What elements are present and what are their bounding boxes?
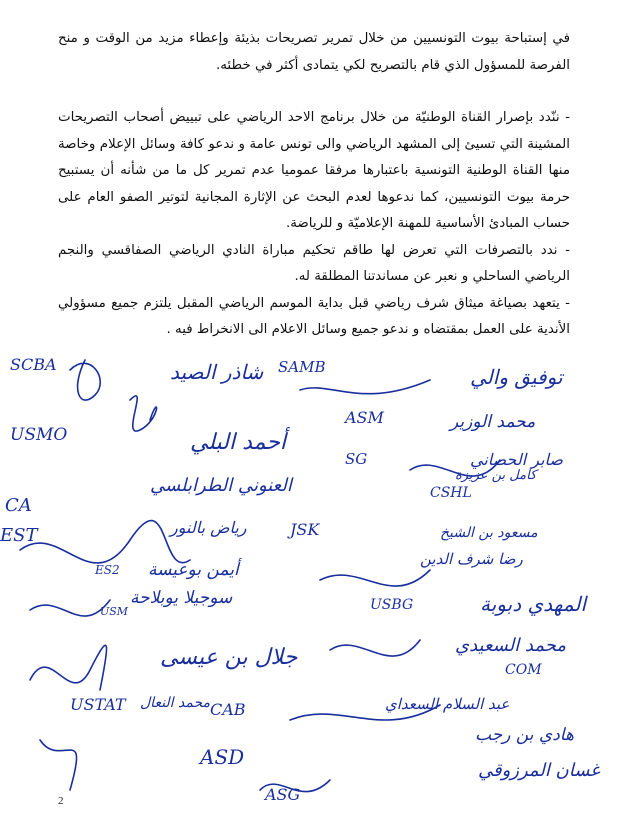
signature-club-president: محمد الوزير [450,412,536,432]
signature-club-president: المهدي دبوبة [480,592,587,616]
paragraph-gap [58,79,570,105]
signature-es2: ES2 [95,563,120,577]
signature-club-president: شاذر الصيد [170,360,264,384]
signature-club-president: محمد النعال [140,695,210,711]
signature-club-president: توفيق والي [470,365,563,389]
signature-club-president: رياض بالنور [170,518,247,537]
signature-club-president: محمد السعيدي [455,635,567,656]
signature-club-president: العنوني الطرابلسي [150,475,292,496]
signature-asg: ASG [265,785,301,804]
signature-club-president: مسعود بن الشيخ [440,525,538,541]
signature-scbа: SCBA [10,355,57,374]
paragraph-intro: في إستباحة بيوت التونسيين من خلال تمرير تصريحات بذيئة وإعطاء مزيد من الوقت و منح الفرصة للمسؤول الذي قام بالتصريح لكي يتمادى أكثر في خطئه. [58,31,570,73]
signature-club-president: جلال بن عيسى [160,645,298,670]
signature-club-president: كامل بن عزيزة [455,468,537,483]
paragraph-referees: - ندد بالتصرفات التي تعرض لها طاقم تحكيم مباراة النادي الرياضي الصفاقسي والنجم الرياضي الساحلي و نعبر عن مساندتنا المطلقة له. [58,242,570,284]
signature-club-president: صابر الحصاني [470,450,564,469]
signature-club-president: أحمد البلي [190,430,287,455]
signature-sg: SG [345,450,368,468]
signature-usm: USM [100,605,129,618]
signature-est: EST [0,525,38,546]
signature-club-president: عبد السلام السعداي [385,695,510,713]
signature-club-president: سوجيلا يوبلاحة [130,588,233,608]
page-number: 2 [58,795,64,807]
signature-ustat: USTAT [70,695,126,714]
signature-cab: CAB [210,700,246,719]
signature-club-president: رضا شرف الدين [420,550,523,568]
signature-samb: SAMB [278,358,326,376]
signature-usmo: USMO [10,425,68,445]
signature-ca: CA [5,495,32,516]
signature-club-president: أيمن بوعيسة [148,560,239,580]
document-body [58,26,570,344]
signature-asm: ASM [345,408,384,427]
signature-com: COM [505,662,542,678]
signature-cshl: CSHL [430,485,472,501]
signature-club-president: هادي بن رجب [475,725,574,745]
signature-asd: ASD [200,745,245,769]
paragraph-national-channel: - ننّدد بإصرار القناة الوطنيّة من خلال برنامج الاحد الرياضي على تبييض أصحاب التصريحات المشينة التي تسيئ إلى المشهد الرياضي والى تونس عامة و ندعو كافة وسائل الإعلام وخاصة منها القناة الوطنية التونسية باعتبارها مرفقا عموميا عدم تمرير كل ما من شأنه أن يستبيح حرمة بيوت التونسيين، كما ندعوها لعدم البحث عن الإثارة المجانية لتوتير الصفو العام على حساب المبادئ الأساسية للمهنة الإعلاميّة و للرياضة. [58,110,570,231]
signature-usbg: USBG [370,597,414,613]
paragraph-charter: - يتعهد بصياغة ميثاق شرف رياضي قبل بداية الموسم الرياضي المقبل يلتزم جميع مسؤولي الأندية على العمل بمقتضاه و ندعو جميع وسائل الاعلام الى الانخراط فيه . [58,295,570,337]
signature-club-president: غسان المرزوقي [478,760,600,781]
signature-jsk: JSK [290,520,320,539]
signatures-area [0,350,624,830]
